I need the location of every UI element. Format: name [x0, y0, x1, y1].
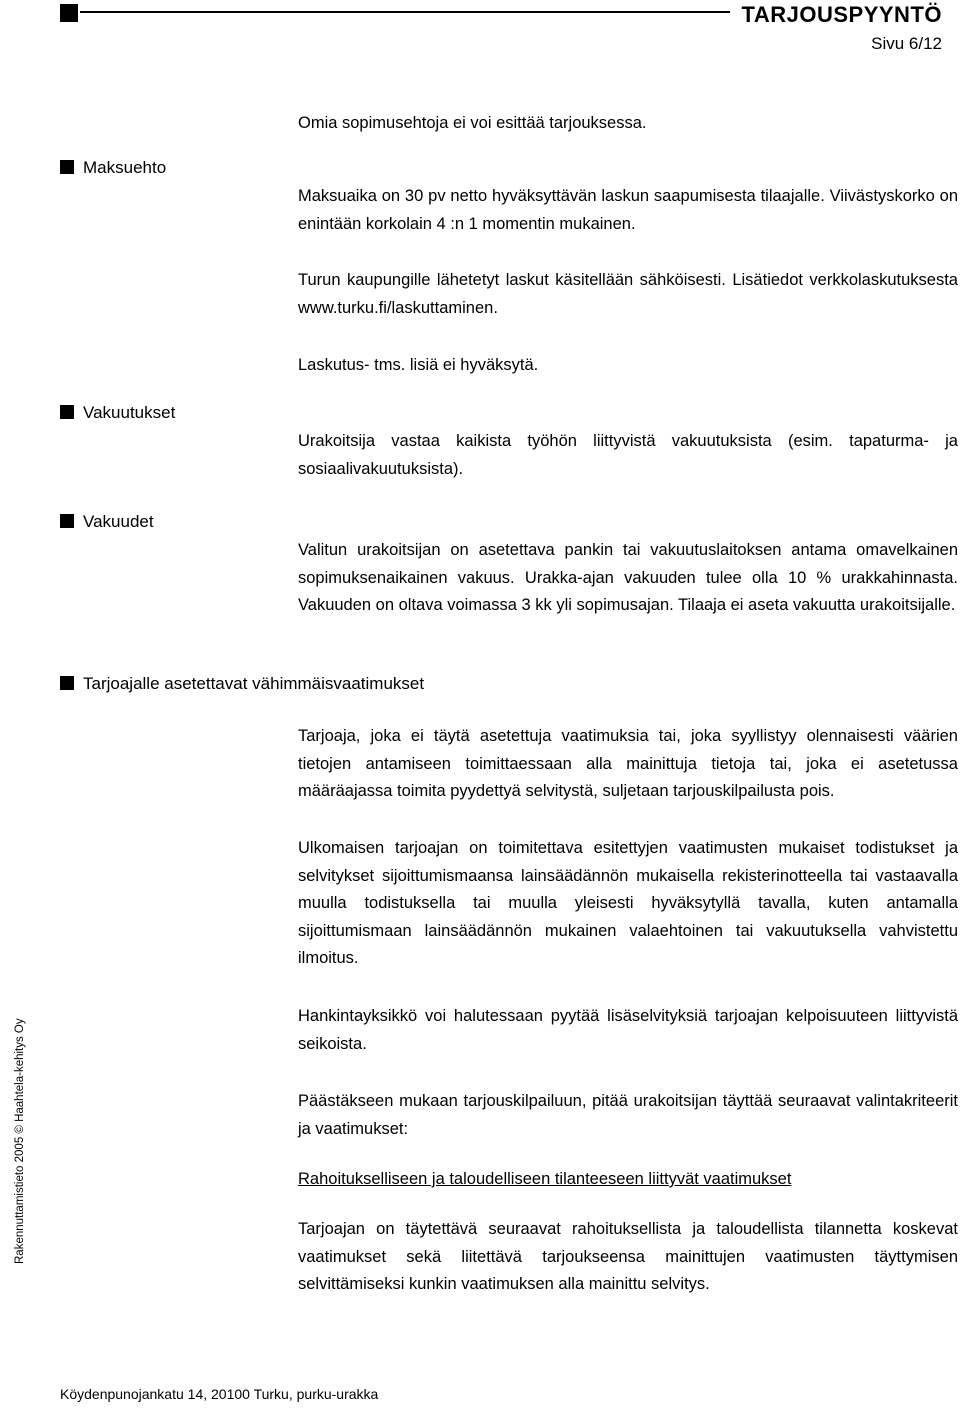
header-rule — [80, 11, 730, 13]
vaatimukset-paragraph-3: Hankintayksikkö voi halutessaan pyytää lisäselvityksiä tarjoajan kelpoisuuteen liittyvistä seikoista. — [298, 1007, 958, 1053]
square-bullet-icon — [60, 160, 74, 174]
section-heading-label: Vakuutukset — [83, 403, 176, 422]
vakuudet-paragraph-1: Valitun urakoitsijan on asetettava pankin tai vakuutuslaitoksen antama omavelkainen sopimuksenaikainen vakuus. Urakka-ajan vakuuden tulee olla 10 % urakkahinnasta. Vakuuden on oltava voimassa 3 kk yli sopimusajan. Tilaaja ei aseta vakuutta urakoitsijalle. — [298, 541, 958, 614]
section-vahimmaisvaatimukset — [60, 674, 424, 694]
vakuutukset-paragraph-1: Urakoitsija vastaa kaikista työhön liittyvistä vakuutuksista (esim. tapaturma- ja sosiaalivakuutuksista). — [298, 432, 958, 478]
footer-address: Köydenpunojankatu 14, 20100 Turku, purku-urakka — [60, 1386, 379, 1402]
rahoitus-subheading: Rahoitukselliseen ja taloudelliseen tilanteeseen liittyvät vaatimukset — [298, 1170, 792, 1188]
section-heading-label: Vakuudet — [83, 512, 154, 531]
maksuehto-paragraph-2: Turun kaupungille lähetetyt laskut käsitellään sähköisesti. Lisätiedot verkkolaskutuksesta www.turku.fi/laskuttaminen. — [298, 271, 958, 317]
maksuehto-paragraph-3: Laskutus- tms. lisiä ei hyväksytä. — [298, 356, 539, 374]
square-bullet-icon — [60, 676, 74, 690]
maksuehto-paragraph-1: Maksuaika on 30 pv netto hyväksyttävän laskun saapumisesta tilaajalle. Viivästyskorko on enintään korkolain 4 :n 1 momentin mukainen. — [298, 187, 958, 233]
vaatimukset-paragraph-5: Tarjoajan on täytettävä seuraavat rahoituksellista ja taloudellista tilannetta koskevat vaatimukset sekä liitettävä tarjoukseensa mainittujen vaatimusten täyttymisen selvittämiseksi kunkin vaatimuksen alla mainittu selvitys. — [298, 1220, 958, 1293]
vaatimukset-paragraph-1: Tarjoaja, joka ei täytä asetettuja vaatimuksia tai, joka syyllistyy olennaisesti väärien tietojen antamiseen toimittaessaan alla mainittuja tietoja tai, joka ei asetetussa määräajassa toimita pyydettyä selvitystä, suljetaan tarjouskilpailusta pois. — [298, 727, 958, 800]
page-number: Sivu 6/12 — [871, 34, 942, 53]
intro-paragraph: Omia sopimusehtoja ei voi esittää tarjouksessa. — [298, 114, 647, 132]
header-square-mark — [60, 4, 78, 22]
square-bullet-icon — [60, 514, 74, 528]
vaatimukset-paragraph-4: Päästäkseen mukaan tarjouskilpailuun, pitää urakoitsijan täyttää seuraavat valintakriteerit ja vaatimukset: — [298, 1092, 958, 1138]
side-copyright-credit: Rakennuttamistieto 2005 © Haahtela-kehitys Oy — [14, 1018, 26, 1264]
square-bullet-icon — [60, 405, 74, 419]
document-title: TARJOUSPYYNTÖ — [741, 2, 942, 27]
section-vakuutukset — [60, 403, 175, 423]
vaatimukset-paragraph-2: Ulkomaisen tarjoajan on toimitettava esitettyjen vaatimusten mukaiset todistukset ja selvitykset sijoittumismaansa lainsäädännön mukaisella rekisterinotteella tai vastaavalla muulla todistuksella tai muulla yleisesti hyväksytyllä tavalla, kuten antamalla sijoittumismaan lainsäädännön mukainen valaehtoinen tai vakuutuksella vahvistettu ilmoitus. — [298, 839, 958, 967]
section-heading-label: Tarjoajalle asetettavat vähimmäisvaatimukset — [83, 674, 425, 693]
section-vakuudet — [60, 512, 154, 532]
section-heading-label: Maksuehto — [83, 158, 167, 177]
section-maksuehto — [60, 158, 166, 178]
